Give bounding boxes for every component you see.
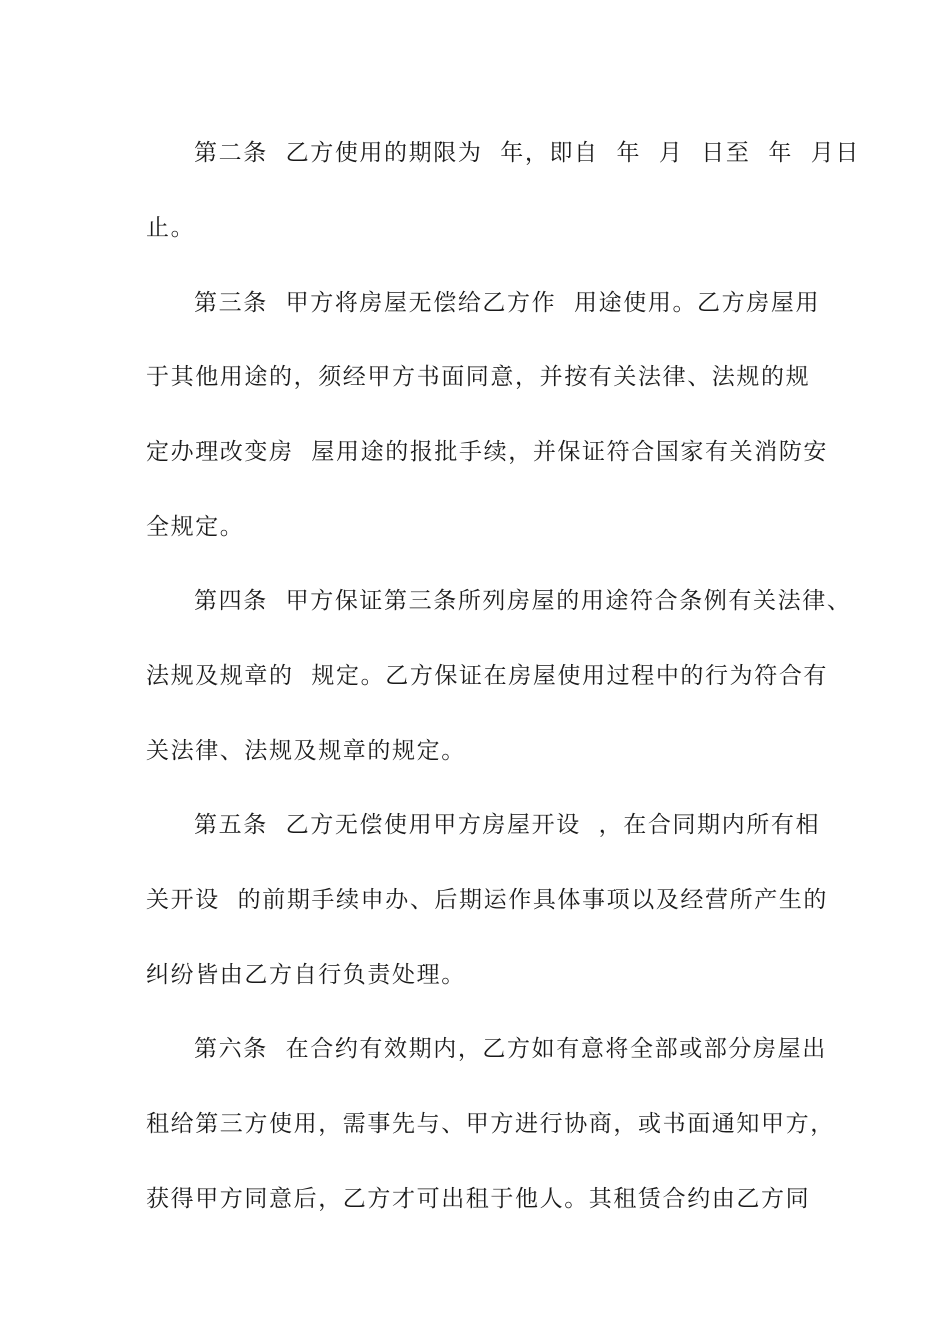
article-4-line-2: 法规及规章的 规定。乙方保证在房屋使用过程中的行为符合有 xyxy=(146,663,829,689)
article-5-line-2: 关开设 的前期手续申办、后期运作具体事项以及经营所产生的 xyxy=(146,887,829,913)
article-3-line-2: 于其他用途的，须经甲方书面同意，并按有关法律、法规的规 xyxy=(146,364,811,390)
article-2-line-2: 止。 xyxy=(146,215,196,241)
article-5-line-1: 第五条 乙方无偿使用甲方房屋开设 ，在合同期内所有相 xyxy=(194,812,821,838)
article-5-line-3: 纠纷皆由乙方自行负责处理。 xyxy=(146,962,466,988)
article-6-line-2: 租给第三方使用，需事先与、甲方进行协商，或书面通知甲方， xyxy=(146,1111,835,1137)
article-4-line-3: 关法律、法规及规章的规定。 xyxy=(146,738,466,764)
article-3-line-3: 定办理改变房 屋用途的报批手续，并保证符合国家有关消防安 xyxy=(146,439,829,465)
article-6-line-3: 获得甲方同意后，乙方才可出租于他人。其租赁合约由乙方同 xyxy=(146,1186,811,1212)
article-6-line-1: 第六条 在合约有效期内，乙方如有意将全部或部分房屋出 xyxy=(194,1036,827,1062)
article-3-line-1: 第三条 甲方将房屋无偿给乙方作 用途使用。乙方房屋用 xyxy=(194,290,821,316)
article-4-line-1: 第四条 甲方保证第三条所列房屋的用途符合条例有关法律、 xyxy=(194,588,852,614)
article-2-line-1: 第二条 乙方使用的期限为 年，即自 年 月 日至 年 月日 xyxy=(194,140,860,166)
article-3-line-4: 全规定。 xyxy=(146,514,245,540)
